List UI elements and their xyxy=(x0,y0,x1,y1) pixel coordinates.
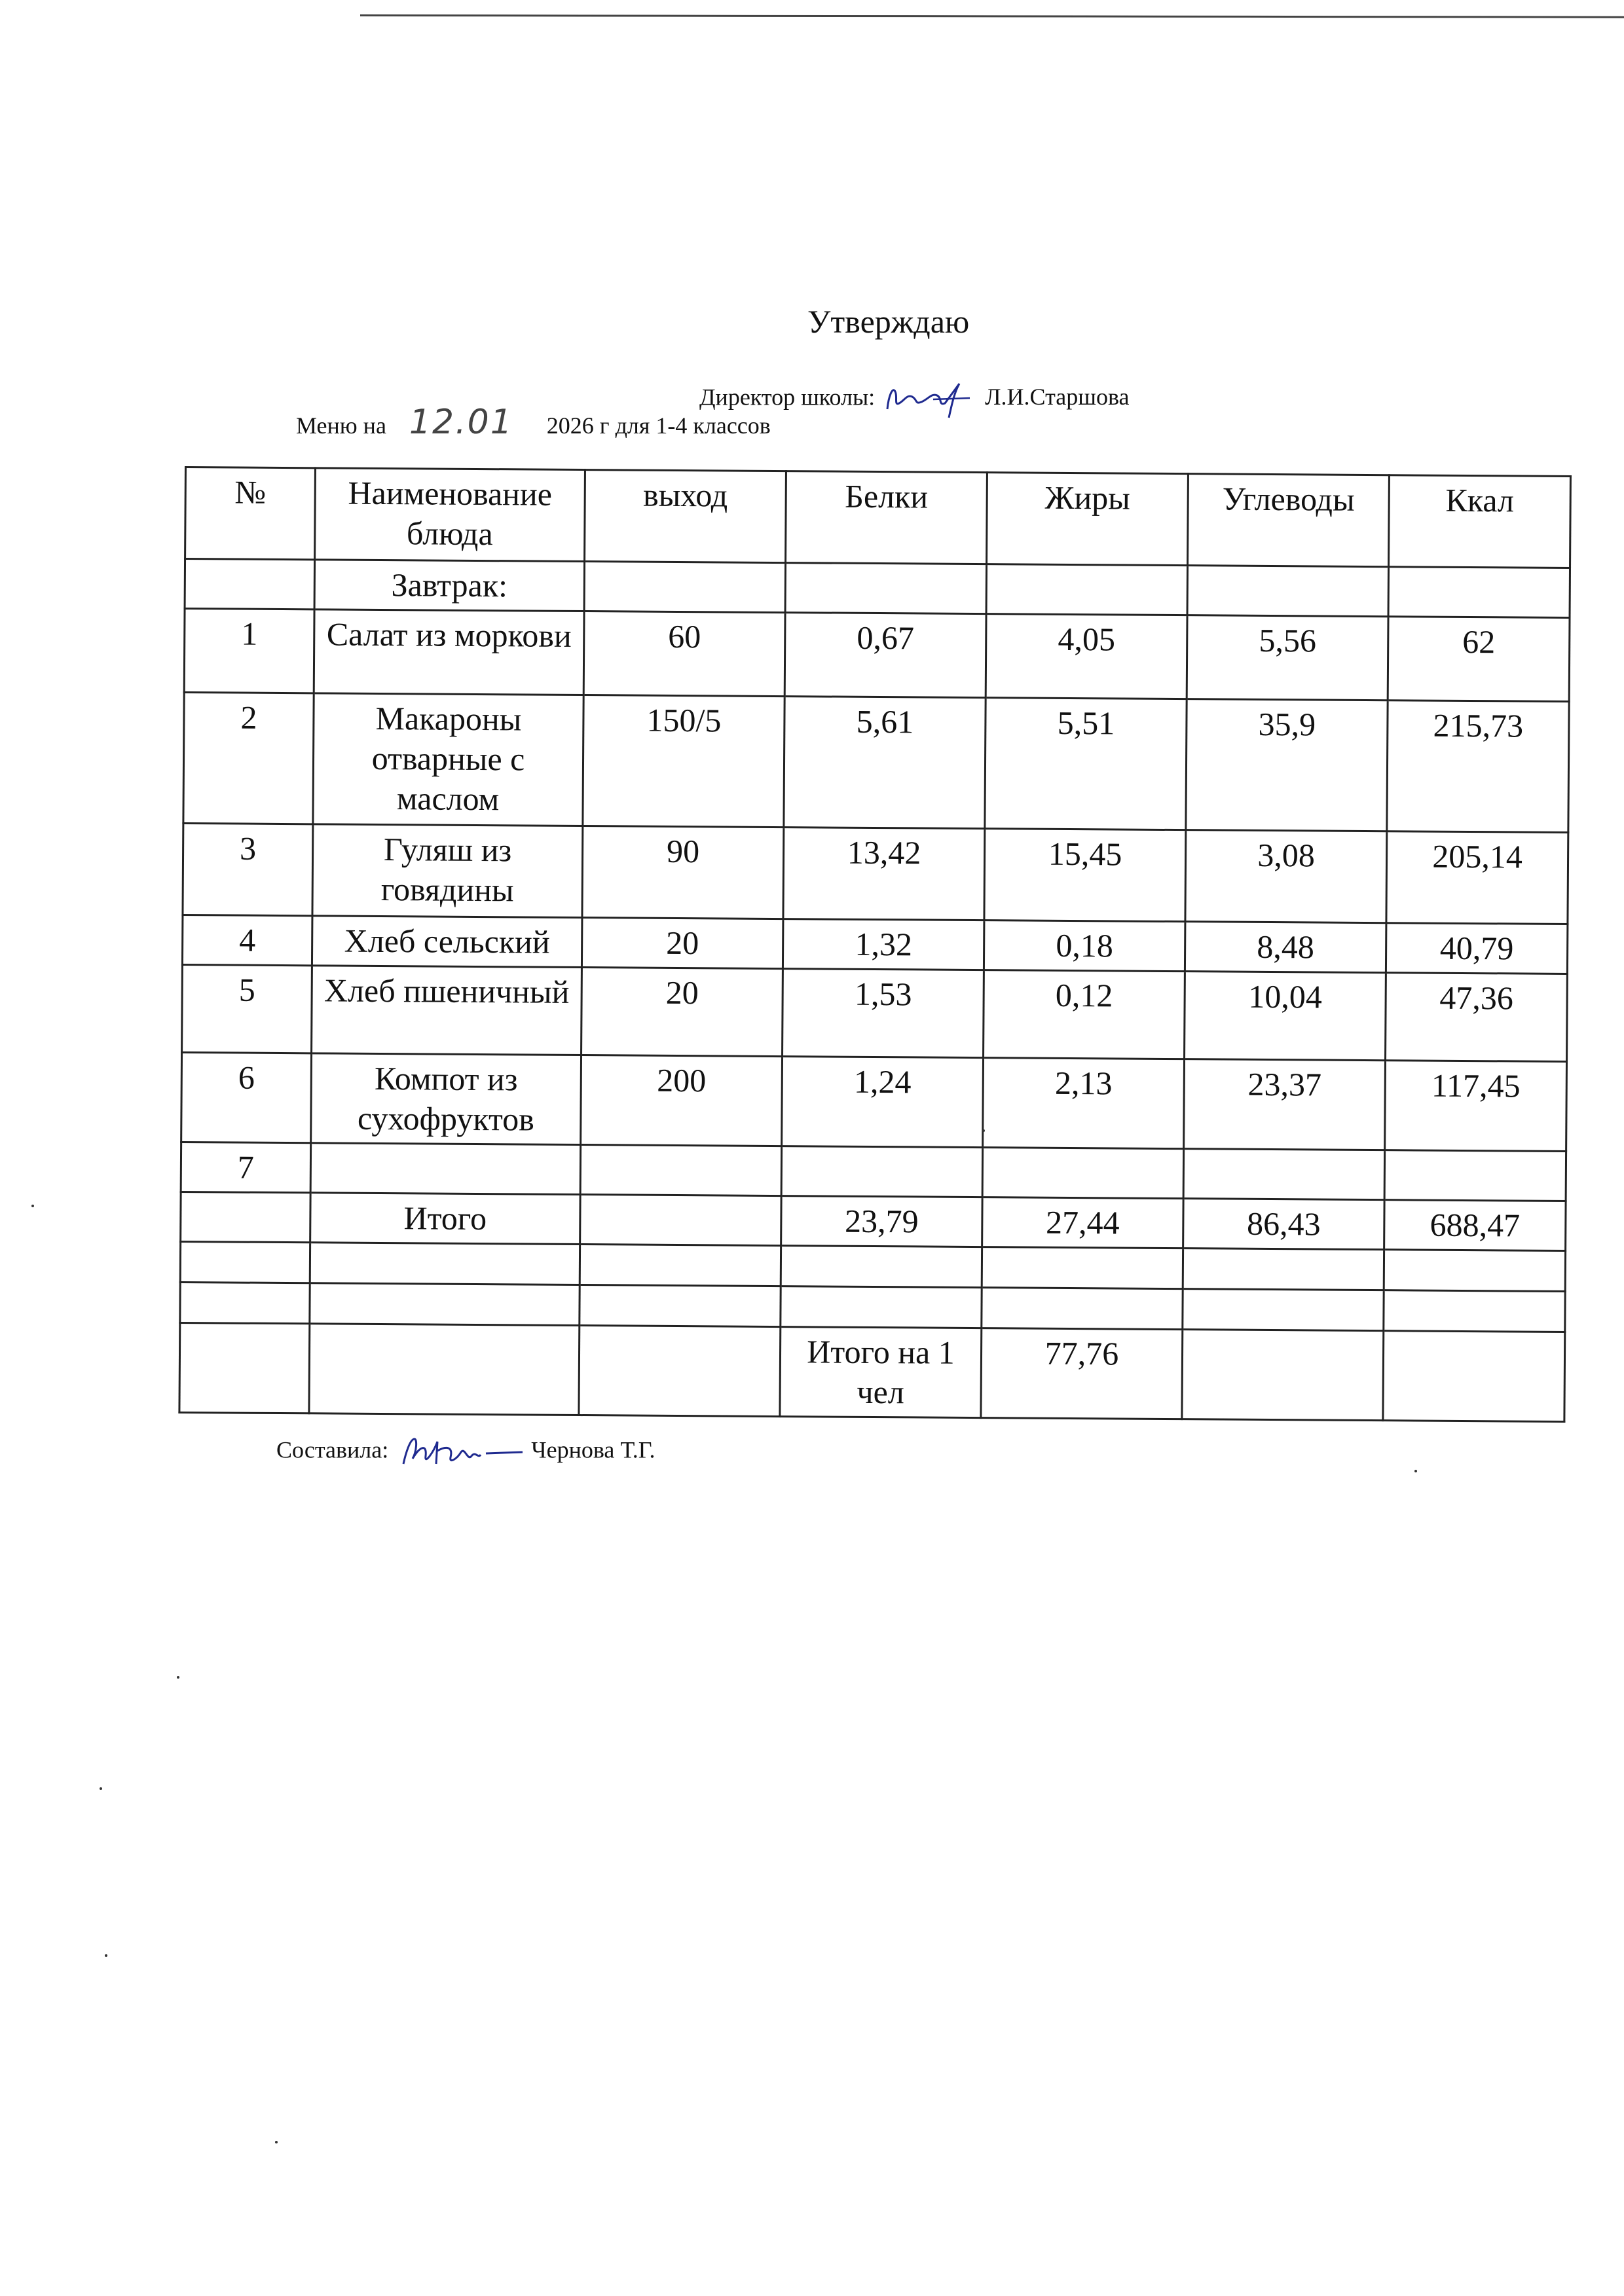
menu-table-wrapper xyxy=(178,466,1570,1423)
per-person-label: Итого на 1 чел xyxy=(780,1327,982,1418)
dish-protein: 5,61 xyxy=(784,697,986,829)
col-header-protein: Белки xyxy=(786,471,987,564)
dish-fat xyxy=(982,1148,1183,1199)
scan-speck xyxy=(31,1205,34,1207)
dish-kcal: 215,73 xyxy=(1387,701,1569,833)
dish-kcal xyxy=(1384,1150,1566,1201)
row-number: 7 xyxy=(181,1142,310,1192)
dish-fat: 15,45 xyxy=(984,829,1186,922)
table-row xyxy=(183,693,1569,833)
dish-kcal: 47,36 xyxy=(1386,973,1568,1062)
approval-heading: Утверждаю xyxy=(807,303,970,340)
table-row xyxy=(181,1142,1566,1201)
scan-speck xyxy=(1414,1470,1417,1472)
dish-name: Макароны отварные с маслом xyxy=(313,693,583,826)
dish-kcal: 62 xyxy=(1388,617,1570,702)
col-header-number: № xyxy=(185,467,316,560)
dish-output: 150/5 xyxy=(583,695,784,828)
dish-kcal: 40,79 xyxy=(1386,923,1567,974)
dish-protein: 1,24 xyxy=(782,1057,984,1148)
director-signature xyxy=(881,380,972,419)
dish-protein: 1,32 xyxy=(783,919,984,970)
composer-name: Чернова Т.Г. xyxy=(531,1436,655,1463)
table-row xyxy=(184,609,1570,702)
composer-line xyxy=(276,1432,655,1472)
scan-speck xyxy=(100,1787,102,1790)
dish-output: 200 xyxy=(581,1055,783,1146)
table-header-row xyxy=(185,467,1571,568)
menu-suffix: 2026 г для 1-4 классов xyxy=(546,412,771,439)
table-row xyxy=(183,823,1568,924)
dish-protein: 13,42 xyxy=(783,828,985,920)
section-label: Завтрак: xyxy=(314,560,584,611)
total-label: Итого xyxy=(310,1193,580,1245)
dish-output: 20 xyxy=(581,918,783,969)
row-number: 6 xyxy=(181,1052,312,1142)
dish-carbs: 8,48 xyxy=(1185,922,1386,973)
per-person-row xyxy=(179,1322,1565,1421)
menu-title xyxy=(296,403,771,442)
dish-fat: 5,51 xyxy=(985,698,1187,830)
total-fat: 27,44 xyxy=(982,1197,1183,1248)
total-protein: 23,79 xyxy=(781,1196,982,1247)
col-header-carbs: Углеводы xyxy=(1188,474,1390,567)
dish-fat: 4,05 xyxy=(986,614,1187,699)
scan-speck xyxy=(275,2141,278,2143)
total-kcal: 688,47 xyxy=(1384,1200,1566,1251)
dish-name: Хлеб пшеничный xyxy=(312,966,582,1055)
dish-fat: 2,13 xyxy=(983,1058,1185,1149)
col-header-fat: Жиры xyxy=(987,473,1189,566)
director-name: Л.И.Старшова xyxy=(985,384,1130,410)
scan-speck xyxy=(105,1954,107,1957)
total-row xyxy=(181,1192,1566,1250)
dish-name: Хлеб сельский xyxy=(312,916,581,968)
dish-output: 90 xyxy=(582,826,784,919)
dish-name: Салат из моркови xyxy=(314,610,584,695)
row-number: 2 xyxy=(183,693,314,824)
dish-name xyxy=(310,1143,580,1195)
section-row xyxy=(185,559,1570,618)
dish-carbs: 5,56 xyxy=(1187,615,1388,701)
composer-label: Составила: xyxy=(276,1436,389,1463)
dish-fat: 0,12 xyxy=(984,970,1185,1059)
dish-name: Гуляш из говядины xyxy=(312,824,583,918)
dish-carbs: 3,08 xyxy=(1185,830,1387,923)
total-carbs: 86,43 xyxy=(1183,1199,1384,1250)
dish-carbs: 23,37 xyxy=(1184,1059,1386,1150)
dish-carbs: 35,9 xyxy=(1186,699,1388,831)
dish-kcal: 117,45 xyxy=(1385,1061,1567,1152)
dish-protein: 0,67 xyxy=(784,613,986,698)
menu-prefix: Меню на xyxy=(296,412,386,439)
composer-signature xyxy=(394,1432,525,1472)
menu-handwritten-date: 12.01 xyxy=(409,403,513,442)
dish-carbs: 10,04 xyxy=(1185,972,1386,1061)
scan-speck xyxy=(177,1676,179,1679)
dish-kcal: 205,14 xyxy=(1386,831,1568,924)
dish-output xyxy=(580,1145,781,1196)
row-number: 5 xyxy=(182,964,312,1053)
col-header-kcal: Ккал xyxy=(1389,475,1571,568)
table-row xyxy=(182,915,1567,974)
dish-output: 60 xyxy=(583,611,785,697)
row-number: 4 xyxy=(182,915,312,965)
dish-protein: 1,53 xyxy=(783,969,984,1058)
col-header-name: Наименование блюда xyxy=(315,468,585,562)
director-label: Директор школы: xyxy=(699,384,876,410)
col-header-output: выход xyxy=(585,470,786,563)
table-row xyxy=(182,964,1568,1061)
dish-protein xyxy=(781,1146,982,1197)
per-person-value: 77,76 xyxy=(981,1328,1183,1419)
scan-edge-line xyxy=(360,14,1624,18)
row-number: 3 xyxy=(183,823,313,915)
dish-output: 20 xyxy=(581,968,783,1057)
table-row xyxy=(181,1052,1567,1151)
menu-table xyxy=(178,466,1572,1423)
row-number: 1 xyxy=(184,609,314,693)
dish-carbs xyxy=(1183,1149,1384,1200)
dish-name: Компот из сухофруктов xyxy=(311,1053,581,1145)
scan-speck xyxy=(982,1129,985,1132)
dish-fat: 0,18 xyxy=(984,920,1185,972)
